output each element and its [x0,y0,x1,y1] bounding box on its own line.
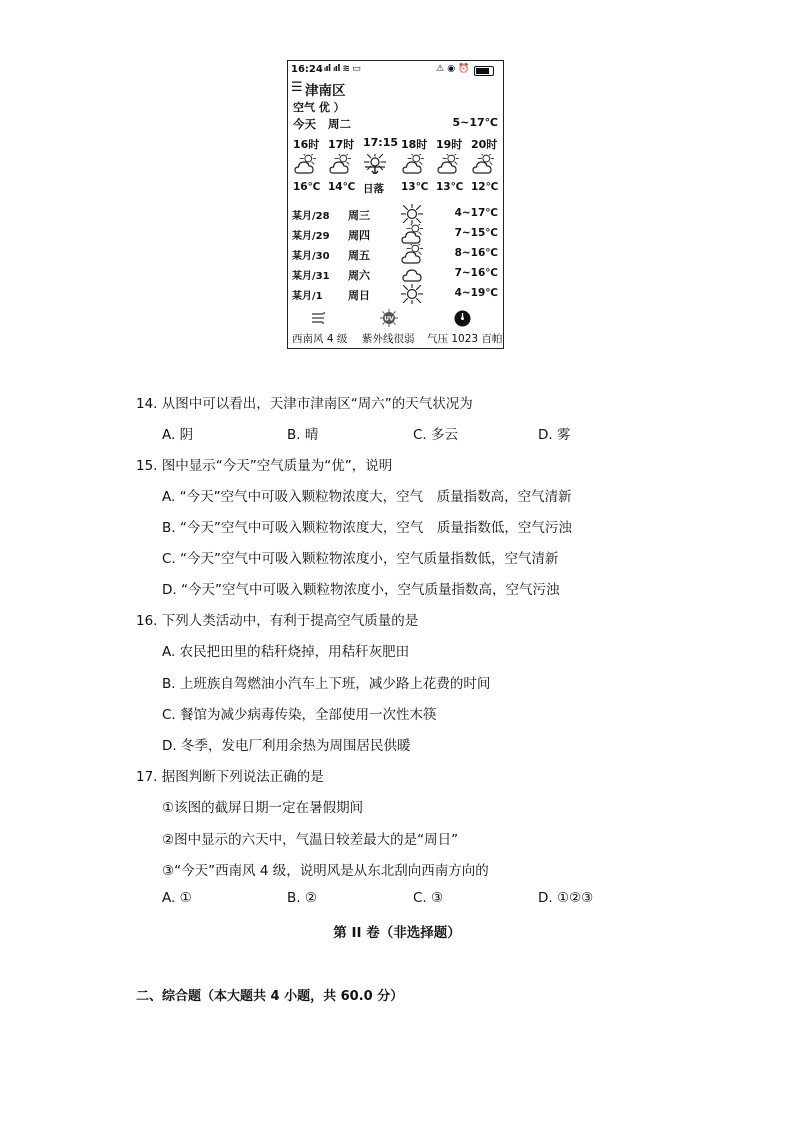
partly-cloudy-icon [402,154,424,174]
hourly-time: 17:15 [363,136,399,149]
forecast-date: 某月/1 [292,291,323,302]
q15-option-b[interactable]: B. “今天”空气中可吸入颗粒物浓度大，空气 质量指数低，空气污浊 [162,520,572,536]
hourly-time: 18时 [401,138,428,151]
hourly-temp: 13℃ [436,181,464,193]
status-icons: ⚠ ◉ ⏰ [436,64,470,74]
forecast-weekday: 周五 [348,249,370,262]
question-14-stem: 14. 从图中可以看出，天津市津南区“周六”的天气状况为 [136,396,473,412]
forecast-date: 某月/30 [292,251,330,262]
question-16-stem: 16. 下列人类活动中，有利于提高空气质量的是 [136,613,419,629]
q17-option-b[interactable]: B. ② [287,890,317,906]
q17-statement-3: ③“今天”西南风 4 级，说明风是从东北刮向西南方向的 [162,863,489,879]
question-17-stem: 17. 据图判断下列说法正确的是 [136,769,324,785]
q14-option-b[interactable]: B. 晴 [287,427,319,443]
forecast-date: 某月/29 [292,231,330,242]
cloudy-icon [401,264,423,284]
partly-cloudy-icon [294,154,316,174]
hourly-temp: 12℃ [471,181,499,193]
q17-statement-1: ①该图的截屏日期一定在暑假期间 [162,800,364,816]
sunny-icon [401,204,423,224]
weather-screenshot [287,60,504,349]
wind-level: 西南风 4 级 [292,333,348,345]
forecast-range: 8~16℃ [454,247,498,259]
location-title: 津南区 [305,83,346,99]
status-time: 16:24 [291,64,323,75]
air-quality[interactable]: 空气 优 ） [293,101,345,114]
hourly-time: 20时 [471,138,498,151]
hourly-temp: 14℃ [328,181,356,193]
q15-option-c[interactable]: C. “今天”空气中可吸入颗粒物浓度小，空气质量指数低，空气清新 [162,551,559,567]
q16-option-c[interactable]: C. 餐馆为减少病毒传染，全部使用一次性木筷 [162,707,437,723]
q17-option-d[interactable]: D. ①②③ [538,890,594,906]
forecast-weekday: 周三 [348,209,370,222]
wind-icon [311,311,327,325]
forecast-range: 4~19℃ [454,287,498,299]
today-weekday: 周二 [328,117,351,131]
hourly-time: 19时 [436,138,463,151]
menu-icon[interactable]: ☰ [291,80,303,95]
partly-cloudy-icon [401,244,423,264]
partly-cloudy-icon [401,224,423,244]
today-range: 5~17℃ [452,116,498,129]
battery-icon [474,66,494,76]
hourly-temp: 13℃ [401,181,429,193]
partly-cloudy-icon [329,154,351,174]
question-15-stem: 15. 图中显示“今天”空气质量为“优”，说明 [136,458,393,474]
q16-option-d[interactable]: D. 冬季，发电厂利用余热为周围居民供暖 [162,738,411,754]
forecast-range: 4~17℃ [454,207,498,219]
q15-option-d[interactable]: D. “今天”空气中可吸入颗粒物浓度小，空气质量指数高，空气污浊 [162,582,560,598]
today-label: 今天 [293,117,316,131]
q16-option-a[interactable]: A. 农民把田里的秸秆烧掉，用秸秆灰肥田 [162,644,410,660]
sunny-icon [401,284,423,304]
hourly-time: 16时 [293,138,320,151]
forecast-weekday: 周六 [348,269,370,282]
q14-option-c[interactable]: C. 多云 [413,427,459,443]
hourly-temp: 日落 [363,183,384,195]
hourly-temp: 16℃ [293,181,321,193]
q15-option-a[interactable]: A. “今天”空气中可吸入颗粒物浓度大，空气 质量指数高，空气清新 [162,489,572,505]
q17-option-a[interactable]: A. ① [162,890,192,906]
q17-option-c[interactable]: C. ③ [413,890,444,906]
q14-option-a[interactable]: A. 阴 [162,427,194,443]
partly-cloudy-icon [437,154,459,174]
pressure-gauge-icon [454,310,471,327]
hourly-time: 17时 [328,138,355,151]
signal-icons: ᵢıl ᵢıl ≋ ▭ [324,64,361,74]
q17-statement-2: ②图中显示的六天中，气温日较差最大的是“周日” [162,832,459,848]
forecast-weekday: 周四 [348,229,370,242]
sunset-icon [364,154,386,174]
q14-option-d[interactable]: D. 雾 [538,427,571,443]
forecast-date: 某月/28 [292,211,330,222]
section-title: 第 II 卷（非选择题） [333,925,461,941]
forecast-range: 7~16℃ [454,267,498,279]
uv-badge: UV [384,315,394,323]
section-heading: 二、综合题（本大题共 4 小题，共 60.0 分） [136,989,404,1004]
forecast-date: 某月/31 [292,271,330,282]
uv-icon [380,309,398,327]
uv-level: 紫外线很弱 [362,333,415,345]
forecast-weekday: 周日 [348,289,370,302]
forecast-range: 7~15℃ [454,227,498,239]
pressure-value: 气压 1023 百帕 [427,333,503,345]
partly-cloudy-icon [472,154,494,174]
q16-option-b[interactable]: B. 上班族自驾燃油小汽车上下班，减少路上花费的时间 [162,676,491,692]
